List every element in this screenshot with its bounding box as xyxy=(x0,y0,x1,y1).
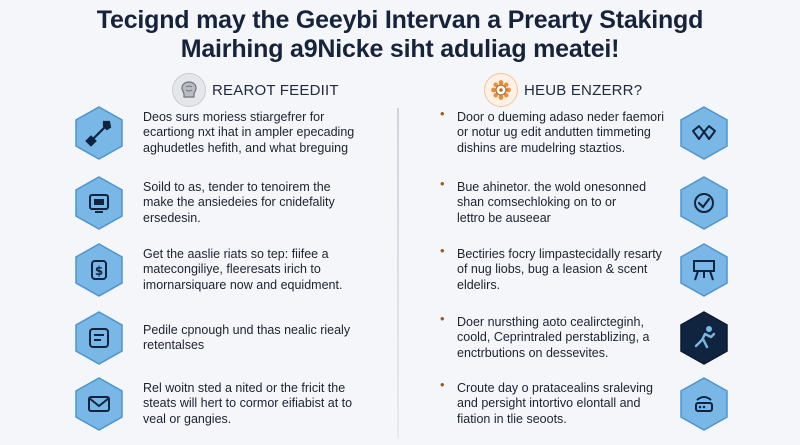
text-line: steats will hert to cormor eifiabist at to xyxy=(143,396,353,411)
column-divider xyxy=(397,108,399,438)
right-row-1-text xyxy=(457,110,672,157)
text-line: shan comsechloking on to or xyxy=(457,195,617,210)
text-line: coold, Ceprintraled perstablizing, a xyxy=(457,330,650,345)
left-row-2 xyxy=(73,174,335,232)
monitor-icon xyxy=(73,175,125,231)
dollar-badge-icon xyxy=(73,242,125,298)
hands-icon xyxy=(678,105,730,161)
right-row-4-text xyxy=(457,315,672,362)
right-row-3-text xyxy=(457,247,672,294)
runner-icon xyxy=(678,310,730,366)
right-header-label: HEUB ENZERR? xyxy=(524,81,643,99)
bullet-dot: • xyxy=(440,106,445,121)
tablet-icon xyxy=(73,310,125,366)
svg-text:$: $ xyxy=(94,264,104,278)
left-row-5-text xyxy=(143,381,352,428)
text-line: Bectiries focry limpastecidally resarty xyxy=(457,246,662,261)
text-line: Doer nursthing aoto cealircteginh, xyxy=(457,314,644,329)
wrench-icon xyxy=(73,105,125,161)
text-line: of nug liobs, bug a leasion & scent xyxy=(457,262,648,277)
right-row-5 xyxy=(440,375,740,433)
shield-check-icon xyxy=(678,175,730,231)
left-row-3 xyxy=(73,241,342,299)
text-line: ersedesin. xyxy=(143,210,201,225)
text-line: and persight intortivo elontall and xyxy=(457,396,641,411)
text-line: Door o dueming adaso neder faemori xyxy=(457,109,665,124)
text-line: lettro be auseear xyxy=(457,210,551,225)
text-line: retentalses xyxy=(143,338,205,352)
router-icon xyxy=(678,376,730,432)
left-header-label: REAROT FEEDIIT xyxy=(212,81,339,99)
text-line: matecongiliye, fleeresats irich to xyxy=(143,262,321,277)
title-line-1: Tecignd may the Geeybi Intervan a Prearty Stakingd xyxy=(96,6,704,34)
text-line: or notur ug edit andutten timmeting xyxy=(457,125,651,140)
text-line: veal or gangies. xyxy=(143,411,232,426)
gear-flower-icon xyxy=(484,73,518,107)
right-row-4 xyxy=(440,309,740,367)
left-row-2-text xyxy=(143,180,335,227)
text-line: Pedile cpnough und thas nealic riealy xyxy=(143,322,351,337)
text-line: eldelirs. xyxy=(457,277,501,292)
right-row-2-text xyxy=(457,180,672,227)
text-line: aghudetles hefith, and what breguing xyxy=(143,140,349,155)
easel-icon xyxy=(678,242,730,298)
text-line: Croute day o pratacealins sraleving xyxy=(457,380,653,395)
text-line: Get the aaslie riats so tep: fiifee a xyxy=(143,246,329,261)
bullet-dot: • xyxy=(440,311,445,326)
title-block xyxy=(0,6,800,64)
left-row-4 xyxy=(73,309,350,367)
text-line: Rel woitn sted a nited or the fricit the xyxy=(143,380,346,395)
title-line-2: Mairhing a9Nicke siht aduliag meatei! xyxy=(180,35,620,63)
text-line: ecartiong nxt ihat in ampler epecading xyxy=(143,125,355,140)
text-line: Bue ahinetor. the wold onesonned xyxy=(457,179,647,194)
left-row-4-text xyxy=(143,323,350,354)
left-row-3-text xyxy=(143,247,342,294)
text-line: imornarsiquare now and equidment. xyxy=(143,277,343,292)
left-row-1-text xyxy=(143,110,354,157)
brain-icon xyxy=(172,73,206,107)
text-line: Deos surs moriess stiargefrer for xyxy=(143,109,325,124)
right-row-2 xyxy=(440,174,740,232)
bullet-dot: • xyxy=(440,377,445,392)
bullet-dot: • xyxy=(440,176,445,191)
text-line: Soild to as, tender to tenoirem the xyxy=(143,179,331,194)
envelope-icon xyxy=(73,376,125,432)
left-row-5 xyxy=(73,375,352,433)
right-row-3 xyxy=(440,241,740,299)
text-line: make the ansiedeies for cnidefality xyxy=(143,195,335,210)
bullet-dot: • xyxy=(440,243,445,258)
left-column-header xyxy=(172,74,339,106)
text-line: enctrbutions on dessevites. xyxy=(457,345,609,360)
left-row-1 xyxy=(73,104,354,162)
right-column-header xyxy=(484,74,642,106)
right-row-5-text xyxy=(457,381,672,428)
text-line: dishins are mudelring staztios. xyxy=(457,140,626,155)
text-line: fiation in tlie seoots. xyxy=(457,411,567,426)
right-row-1 xyxy=(440,104,740,162)
